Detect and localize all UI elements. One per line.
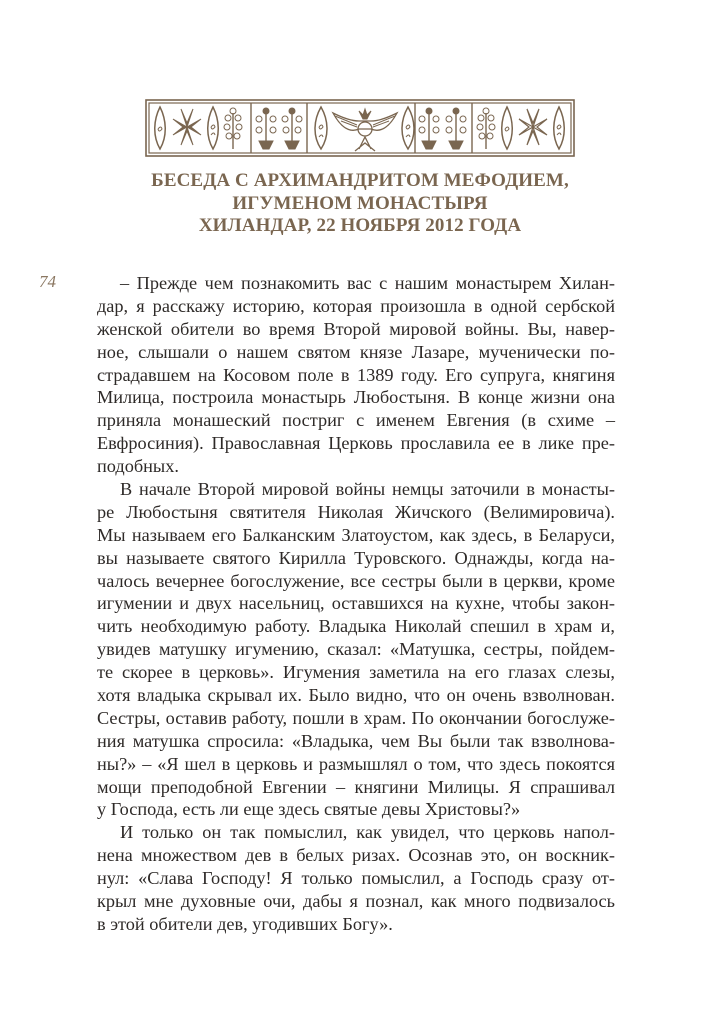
ornament-header-band — [145, 99, 575, 157]
body-line: страдавшем на Косовом поле в 1389 году. Его супруга, княгиня — [97, 364, 615, 385]
body-line: приняла монашеский постриг с именем Евгения (в схиме – — [97, 410, 615, 431]
body-line: в этой обители дев, угодивших Богу». — [97, 913, 393, 934]
body-line: нул: «Слава Господу! Я только помыслил, а Господь сразу от- — [97, 868, 615, 889]
body-line: дар, я расскажу историю, которая произошла в одной сербской — [97, 295, 615, 316]
body-line: – Прежде чем познакомить вас с нашим монастырем Хилан- — [120, 273, 615, 293]
body-line: увидев матушку игумению, сказал: «Матушка, сестры, пойдем- — [97, 639, 615, 660]
body-line: ное, слышали о нашем святом князе Лазаре, мученически по- — [97, 341, 615, 362]
body-line: чить необходимую работу. Владыка Николай спешил в храм и, — [97, 616, 615, 637]
chapter-title-line: БЕСЕДА С АРХИМАНДРИТОМ МЕФОДИЕМ, — [151, 170, 569, 191]
body-line: В начале Второй мировой войны немцы заточили в монасты- — [120, 479, 615, 500]
body-line: нена множеством дев в белых ризах. Осознав это, он воскник- — [97, 845, 615, 866]
body-line: мощи преподобной Евгении – княгини Милицы. Я спрашивал — [97, 776, 615, 797]
chapter-title-line: ХИЛАНДАР, 22 НОЯБРЯ 2012 ГОДА — [198, 215, 522, 236]
page-number: 74 — [39, 272, 56, 291]
body-line: Сестры, оставив работу, пошли в храм. По окончании богослуже- — [97, 707, 615, 728]
body-line: ния матушка спросила: «Владыка, чем Вы были так взволнова- — [97, 730, 615, 751]
body-line: хотя владыка скрывал их. Было видно, что он очень взволнован. — [97, 685, 615, 706]
body-line: И только он так помыслил, как увидел, что церковь напол- — [120, 822, 615, 843]
body-line: ны?» – «Я шел в церковь и размышлял о том, что здесь покоятся — [97, 753, 615, 774]
body-line: подобных. — [97, 456, 179, 477]
body-line: Мы называем его Балканским Златоустом, как здесь, в Беларуси, — [97, 524, 615, 545]
body-line: ре Любостыня святителя Николая Жичского (Велимировича). — [97, 501, 615, 522]
body-line: игумении и двух насельниц, оставшихся на кухне, чтобы закон- — [97, 593, 615, 614]
body-line: крыл мне духовные очи, дабы я познал, как много подвизалось — [97, 891, 615, 912]
body-line: те скорее в церковь». Игумения заметила на его глазах слезы, — [97, 662, 615, 683]
chapter-title-line: ИГУМЕНОМ МОНАСТЫРЯ — [232, 192, 488, 214]
body-line: чалось вечернее богослужение, все сестры были в церкви, кроме — [97, 570, 615, 591]
body-line: Евфросиния). Православная Церковь прославила ее в лике пре- — [97, 433, 615, 454]
body-line: у Господа, есть ли еще здесь святые девы Христовы?» — [97, 799, 521, 820]
chapter-title — [80, 170, 640, 238]
body-line: вы называете святого Кирилла Туровского. Однажды, когда на- — [97, 547, 615, 568]
body-line: Милица, построила монастырь Любостыня. В конце жизни она — [97, 387, 615, 408]
ornament-band-icon — [145, 99, 575, 157]
body-text — [97, 272, 615, 936]
body-line: женской обители во время Второй мировой войны. Вы, навер- — [97, 318, 615, 339]
